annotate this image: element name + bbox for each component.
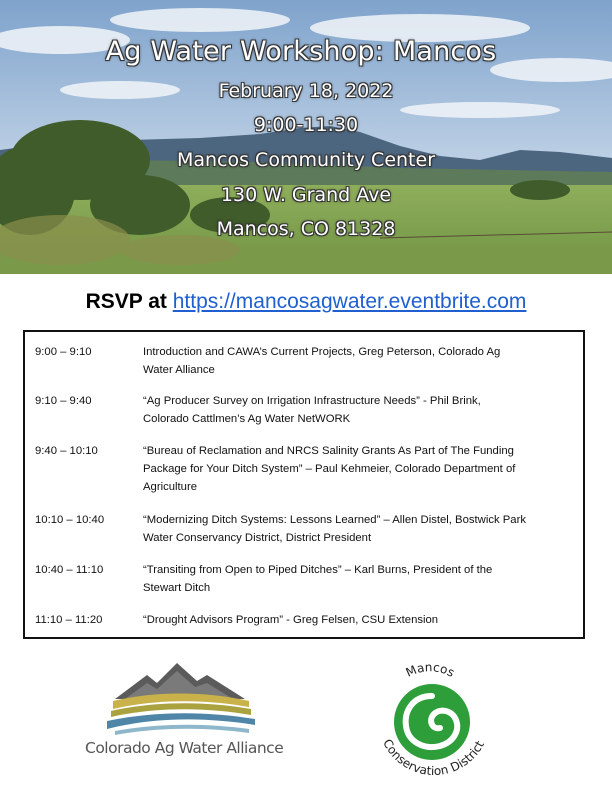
event-time: 9:00-11:30 [253, 114, 359, 136]
event-city: Mancos, CO 81328 [216, 218, 396, 240]
agenda-desc-line: “Drought Advisors Program” - Greg Felsen, CSU Extension [143, 614, 439, 626]
agenda-time: 9:40 – 10:10 [35, 445, 98, 457]
svg-text:Mancos [404, 660, 457, 680]
mcd-bottom-text: Conservation District [380, 736, 487, 779]
agenda-description [143, 442, 573, 496]
agenda-description [143, 561, 573, 597]
agenda-time: 10:10 – 10:40 [35, 514, 105, 526]
cawa-logo [85, 655, 284, 765]
agenda-desc-line: “Bureau of Reclamation and NRCS Salinity Grants As Part of The Funding [143, 445, 514, 457]
agenda-desc-line: Water Conservancy District, District President [143, 532, 372, 544]
agenda-description [143, 611, 573, 629]
event-date: February 18, 2022 [218, 80, 394, 102]
hero-banner [0, 0, 612, 274]
agenda-table [23, 330, 585, 639]
rsvp-line [0, 290, 612, 314]
agenda-time: 10:40 – 11:10 [35, 564, 104, 576]
agenda-time: 9:10 – 9:40 [35, 395, 92, 407]
agenda-desc-line: Introduction and CAWA’s Current Projects, Greg Peterson, Colorado Ag [143, 346, 501, 358]
mancos-seal-icon [360, 646, 500, 786]
rsvp-label: RSVP at [85, 290, 167, 313]
agenda-desc-line: Stewart Ditch [143, 582, 211, 594]
agenda-time: 9:00 – 9:10 [35, 346, 92, 358]
rsvp-link[interactable]: https://mancosagwater.eventbrite.com [172, 290, 527, 313]
agenda-description [143, 392, 573, 428]
agenda-desc-line: “Ag Producer Survey on Irrigation Infrastructure Needs” - Phil Brink, [143, 395, 481, 407]
agenda-desc-line: Agriculture [143, 481, 197, 493]
agenda-desc-line: Package for Your Ditch System” – Paul Kehmeier, Colorado Department of [143, 463, 516, 475]
cawa-logo-text: Colorado Ag Water Alliance [85, 739, 284, 757]
event-title: Ag Water Workshop: Mancos [105, 36, 497, 67]
mcd-top-text: Mancos [403, 660, 457, 680]
agenda-desc-line: Colorado Cattlmen’s Ag Water NetWORK [143, 413, 351, 425]
agenda-desc-line: “Transiting from Open to Piped Ditches” – Karl Burns, President of the [143, 564, 493, 576]
event-details [0, 0, 612, 274]
agenda-description [143, 511, 573, 547]
mountain-water-icon [85, 655, 275, 739]
agenda-time: 11:10 – 11:20 [35, 614, 103, 626]
mancos-conservation-district-logo [360, 646, 500, 786]
agenda-description [143, 343, 573, 379]
event-venue: Mancos Community Center [176, 149, 436, 171]
agenda-desc-line: Water Alliance [143, 364, 215, 376]
event-street: 130 W. Grand Ave [220, 184, 392, 206]
agenda-desc-line: “Modernizing Ditch Systems: Lessons Learned” – Allen Distel, Bostwick Park [143, 514, 526, 526]
